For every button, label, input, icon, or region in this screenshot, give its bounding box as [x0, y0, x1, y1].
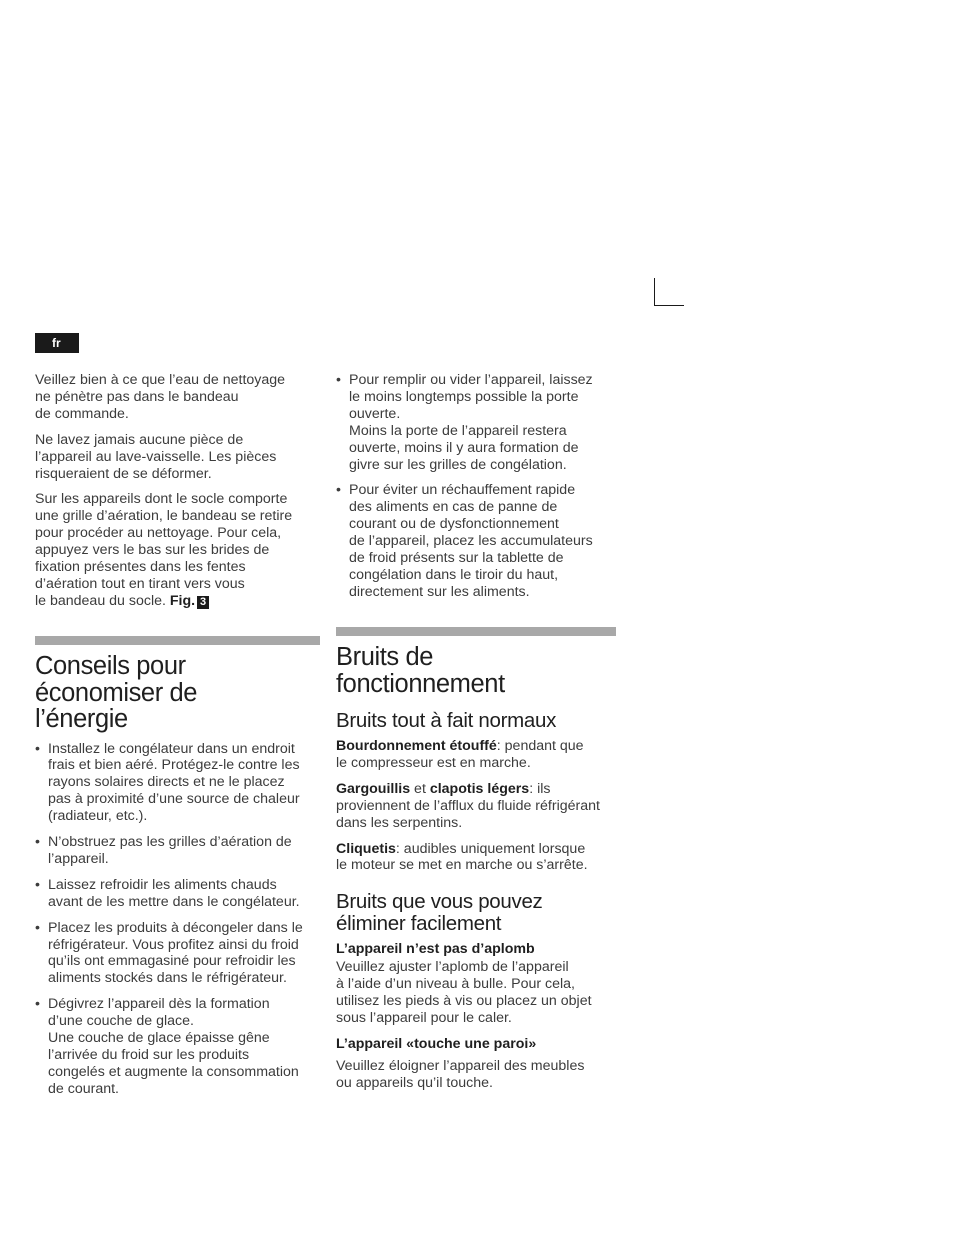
list-item: • Pour remplir ou vider l’appareil, laissez le moins longtemps possible la porte ouverte. Moins la porte de l’appareil restera ouverte, moins il y aura formation de givre sur les grilles de congélation. — [336, 372, 621, 473]
energy-tips-list — [35, 741, 320, 1098]
base-panel-text: Sur les appareils dont le socle comporte une grille d’aération, le bandeau se retire pour procéder au nettoyage. Pour cela, appuyez vers le bas sur les brides de fixation présentes dans les fentes d’aération tout en tirant vers vous le bandeau du socle. — [35, 491, 293, 609]
dishwasher-note: Ne lavez jamais aucune pièce de l’appareil au lave-vaisselle. Les pièces risqueraient de se déformer. — [35, 431, 277, 482]
list-item: • Installez le congélateur dans un endroit frais et bien aéré. Protégez-le contre les rayons solaires directs et ne le placez pas à proximité d’une source de chaleur (radiateur, etc.). — [35, 741, 320, 826]
wall-subheading: L’appareil «touche une paroi» — [336, 1035, 537, 1052]
gurgle-text: : ils proviennent de l’afflux du fluide réfrigérant dans les serpentins. — [336, 780, 600, 831]
list-item: • N’obstruez pas les grilles d’aération de l’appareil. — [35, 834, 320, 868]
level-text: Veuillez ajuster l’aplomb de l’appareil à l’aide d’un niveau à bulle. Pour cela, utilisez les pieds à vis ou placez un objet sous l’appareil pour le caler. — [336, 959, 592, 1027]
noise-section — [336, 627, 616, 1101]
click-term: Cliquetis — [336, 840, 396, 857]
gurgle-paragraph — [336, 781, 616, 832]
hum-term: Bourdonnement étouffé — [336, 738, 497, 754]
list-item: • Laissez refroidir les aliments chauds avant de les mettre dans le congélateur. — [35, 877, 320, 911]
normal-noises-heading: Bruits tout à fait normaux — [336, 709, 557, 732]
hum-text: : pendant que le compresseur est en marche. — [336, 738, 584, 771]
crop-mark-horizontal — [654, 305, 684, 306]
energy-heading: Conseils pour économiser de l’énergie — [35, 652, 198, 733]
language-tag: fr — [35, 333, 79, 353]
base-panel-note — [35, 491, 320, 609]
list-item: • Placez les produits à décongeler dans le réfrigérateur. Vous profitez ainsi du froid qu’ils ont emmagasiné pour refroidir les aliments stockés dans le réfrigérateur. — [35, 920, 320, 988]
door-tips-list — [336, 372, 621, 601]
wall-text: Veuillez éloigner l’appareil des meubles ou appareils qu’il touche. — [336, 1057, 585, 1091]
figure-reference-label: Fig. — [169, 592, 196, 609]
hum-paragraph — [336, 738, 616, 772]
click-paragraph — [336, 841, 616, 875]
right-top-column — [336, 372, 621, 610]
crop-mark-vertical — [654, 278, 655, 306]
fixable-noises-heading: Bruits que vous pouvez éliminer facilement — [336, 890, 543, 936]
click-text: : audibles uniquement lorsque le moteur se met en marche ou s’arrête. — [336, 840, 588, 874]
cleaning-water-note: Veillez bien à ce que l’eau de nettoyage ne pénètre pas dans le bandeau de commande. — [35, 372, 286, 422]
level-subheading: L’appareil n’est pas d’aplomb — [336, 941, 535, 958]
list-item: • Pour éviter un réchauffement rapide des aliments en cas de panne de courant ou de dysfonctionnement de l’appareil, placez les accumulateurs de froid présents sur la tablette de congélation dans le tiroir du haut, directement sur les aliments. — [336, 482, 621, 600]
left-column — [35, 372, 320, 619]
section-rule — [35, 636, 320, 645]
section-rule — [336, 627, 616, 636]
gurgle-and: et — [410, 780, 430, 797]
noise-heading: Bruits de fonctionnement — [336, 643, 505, 698]
figure-number-box: 3 — [197, 596, 209, 609]
gurgle-term: Gargouillis — [336, 780, 411, 797]
energy-section — [35, 636, 320, 1107]
splash-term: clapotis légers — [429, 780, 530, 797]
list-item: • Dégivrez l’appareil dès la formation d’une couche de glace. Une couche de glace épaisse gêne l’arrivée du froid sur les produits congelés et augmente la consommation de courant. — [35, 996, 320, 1097]
